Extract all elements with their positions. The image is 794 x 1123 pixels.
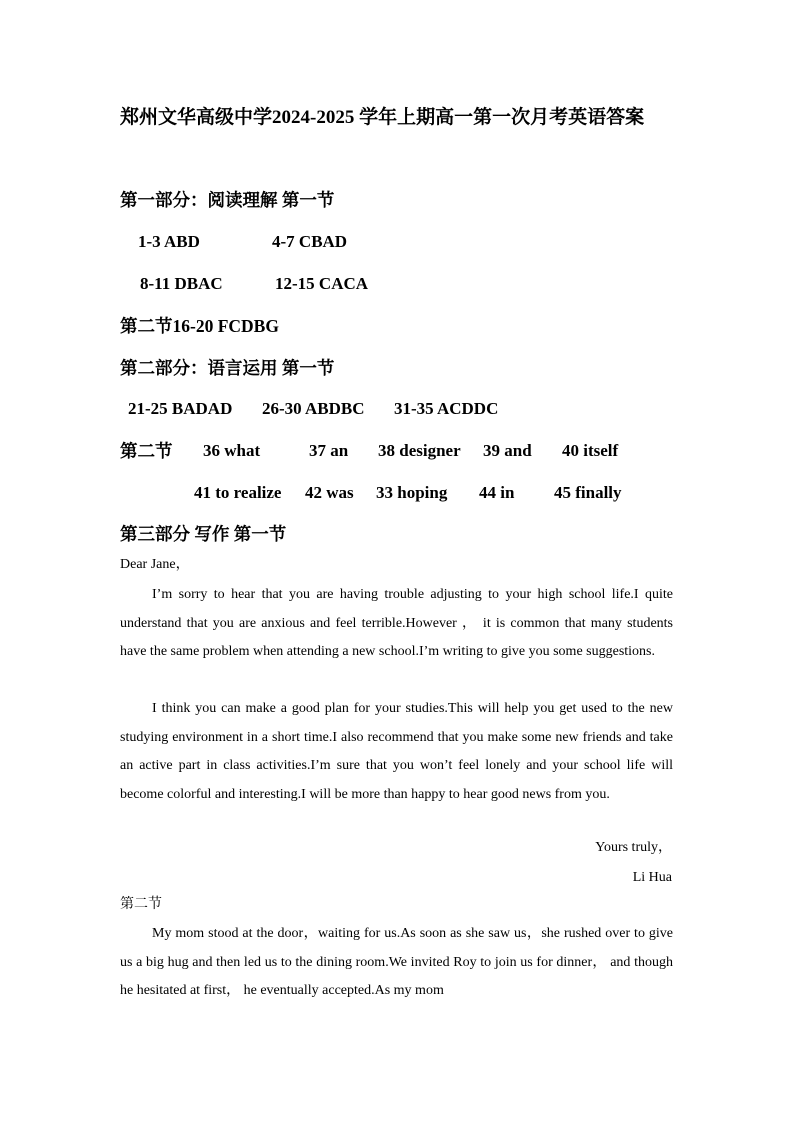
answer-item: 44 in — [479, 483, 515, 502]
answer-item: 40 itself — [562, 441, 619, 460]
answer-item: 39 and — [483, 441, 532, 460]
letter-paragraph: I think you can make a good plan for your studies.This will help you get used to the new studying environment in a short time.I also recommend that you make some new friends and take an active part in class activities.I’m sure that you won’t feel lonely and your school life will become colorful and interesting.I will be more than happy to hear good news from you. — [120, 701, 673, 802]
continuation-paragraph: My mom stood at the door，waiting for us.As soon as she saw us，she rushed over to give us a big hug and then led us to the dining room.We invited Roy to join us for dinner， and though he hesitated at first， he eventually accepted.As my mom — [120, 926, 673, 998]
answer-group: 4-7 CBAD — [272, 232, 348, 251]
answer-item: 42 was — [305, 483, 354, 502]
answer-item: 41 to realize — [194, 483, 282, 502]
answer-item: 33 hoping — [376, 483, 448, 502]
answer-item: 37 an — [309, 441, 349, 460]
letter-paragraph: I’m sorry to hear that you are having trouble adjusting to your high school life.I quite understand that you are anxious and feel terrible.However ， it is common that many students have the same problem when attending a new school.I’m writing to give you some suggestions. — [120, 587, 673, 659]
part2-section2-label: 第二节 — [120, 441, 173, 461]
part1-heading: 第一部分：阅读理解 第一节 — [120, 190, 335, 210]
page-title: 郑州文华高级中学2024-2025 学年上期高一第一次月考英语答案 — [120, 107, 645, 128]
letter-closing: Yours truly， — [595, 840, 672, 855]
letter-signature: Li Hua — [632, 870, 672, 885]
part2-heading: 第二部分：语言运用 第一节 — [120, 358, 335, 378]
answer-item: 38 designer — [378, 441, 461, 460]
answer-item: 45 finally — [554, 483, 622, 502]
part1-section2: 第二节16-20 FCDBG — [120, 316, 279, 336]
part3-heading: 第三部分 写作 第一节 — [120, 524, 287, 544]
answer-group: 21-25 BADAD — [128, 399, 233, 418]
answer-group: 31-35 ACDDC — [394, 399, 499, 418]
answer-group: 26-30 ABDBC — [262, 399, 365, 418]
letter-salutation: Dear Jane， — [120, 557, 190, 572]
answer-group: 12-15 CACA — [275, 274, 369, 293]
answer-group: 1-3 ABD — [138, 232, 200, 251]
part3-section2-label: 第二节 — [120, 897, 162, 912]
answer-group: 8-11 DBAC — [140, 274, 223, 293]
answer-item: 36 what — [203, 441, 261, 460]
